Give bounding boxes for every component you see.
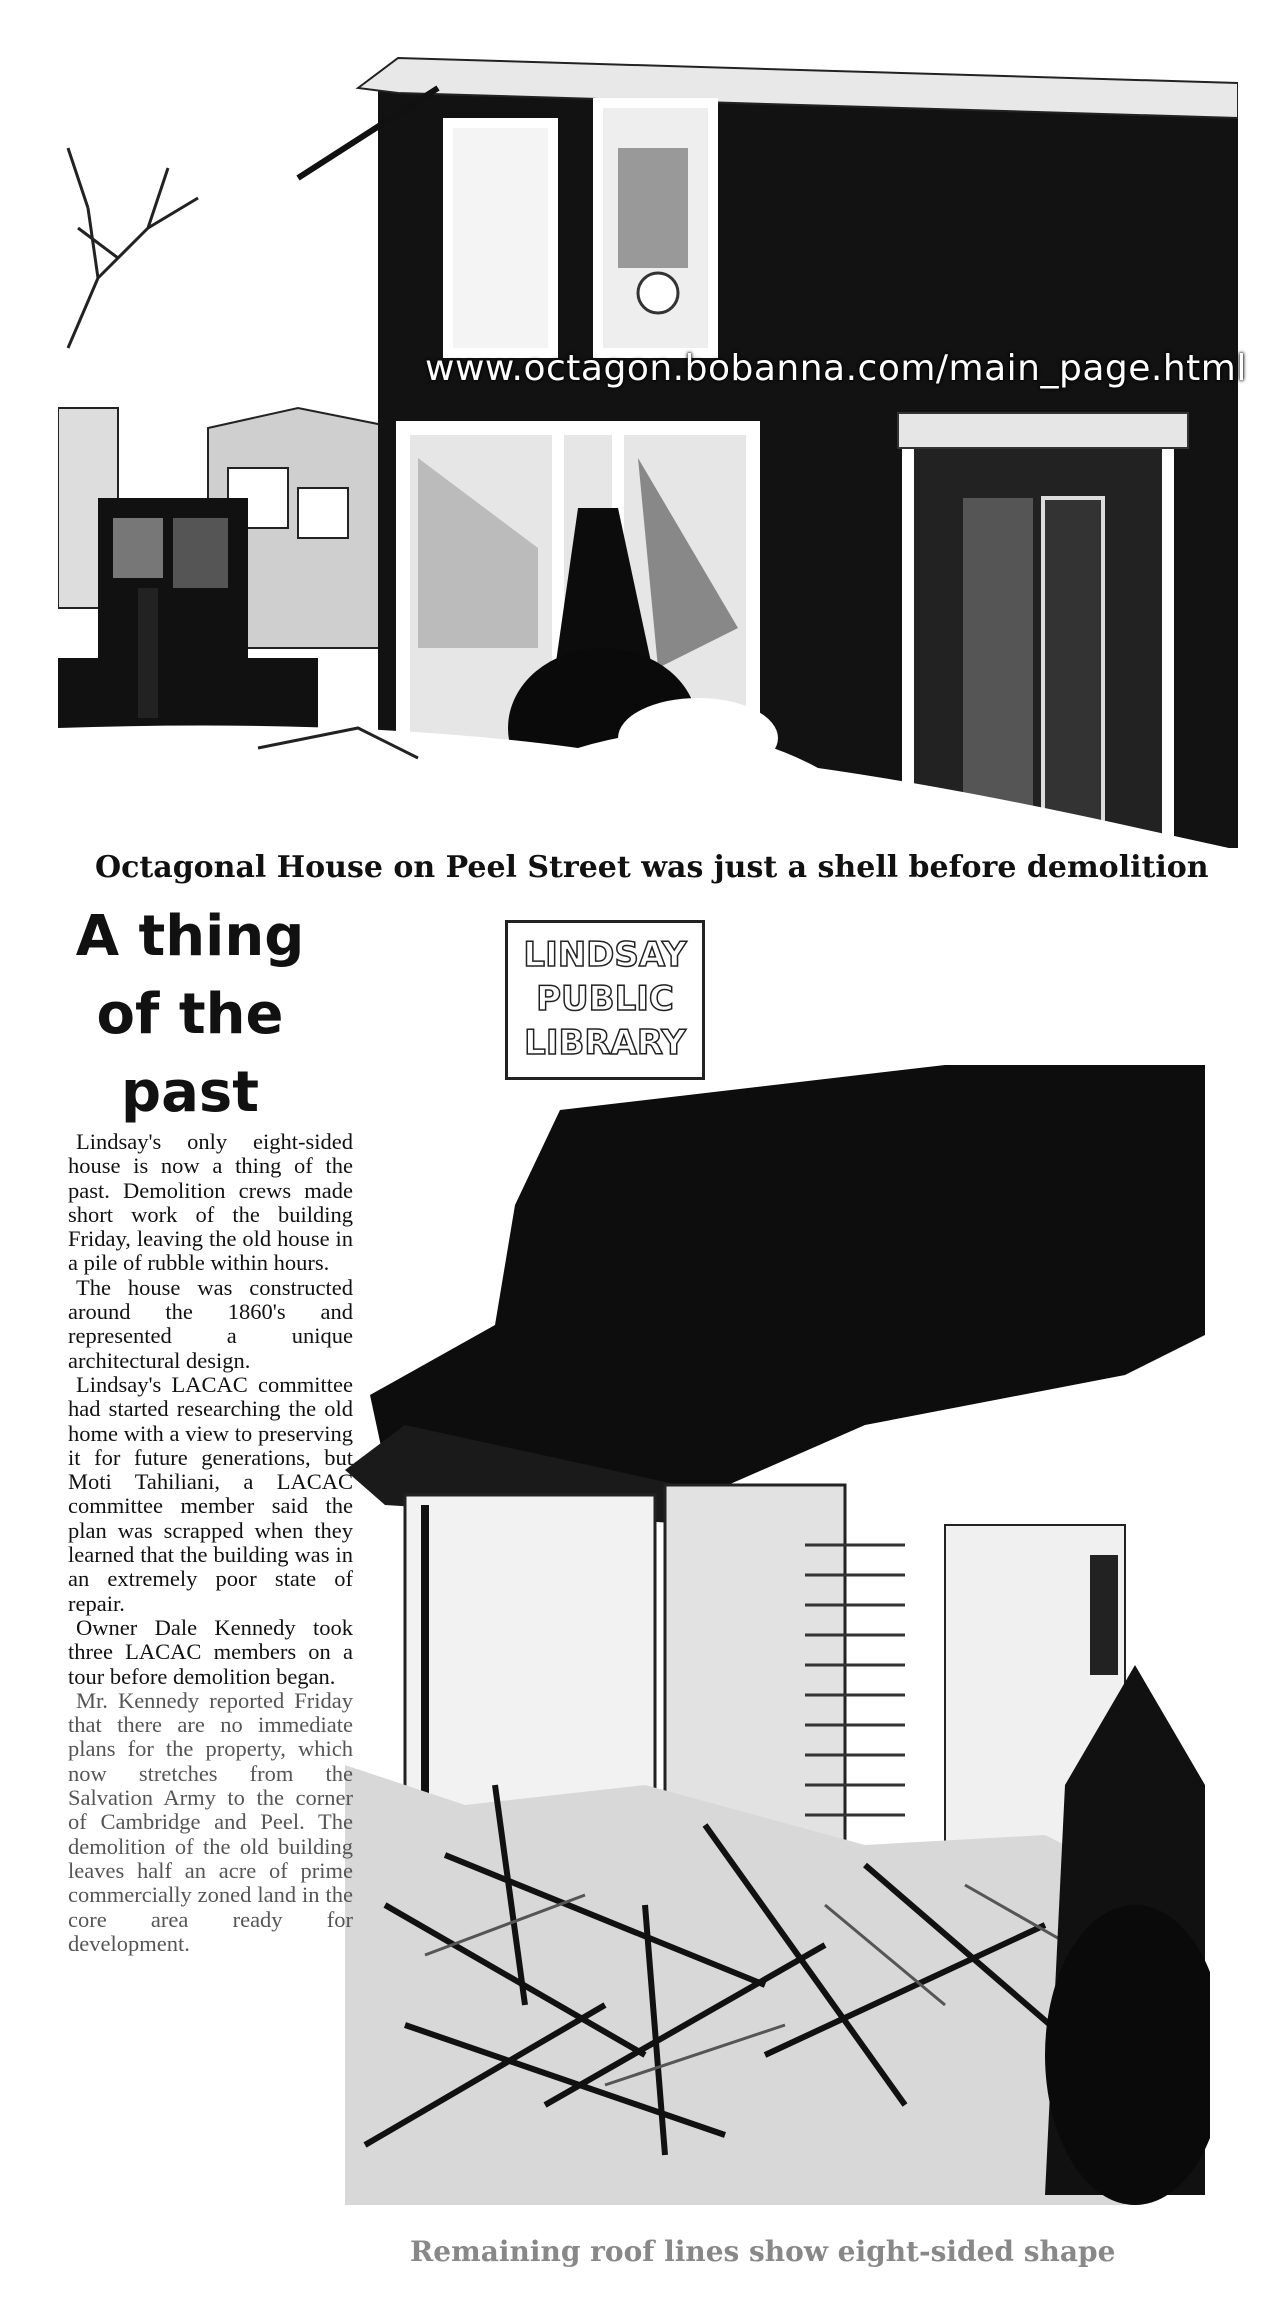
article-paragraph: Lindsay's only eight-sided house is now a thing of the past. Demolition crews made short work of the building Friday, leaving the old house in a pile of rubble within hours. (68, 1129, 353, 1276)
demolished-house-photo (345, 905, 1210, 2235)
bottom-photo-caption: Remaining roof lines show eight-sided shape (410, 2235, 1116, 2268)
octagonal-house-photo (58, 28, 1238, 850)
headline-line: of the (96, 982, 284, 1047)
sign-line: LINDSAY (523, 935, 687, 975)
article-paragraph: Owner Dale Kennedy took three LACAC members on a tour before demolition began. (68, 1614, 353, 1689)
top-photo (58, 28, 1238, 850)
top-photo-caption: Octagonal House on Peel Street was just a shell before demolition (95, 850, 1209, 885)
library-sign (505, 920, 705, 1080)
sign-line: LIBRARY (524, 1023, 686, 1063)
watermark-url: www.octagon.bobanna.com/main_page.html (425, 348, 1247, 389)
sign-line: PUBLIC (536, 979, 674, 1019)
headline-line: past (121, 1060, 259, 1125)
article-paragraph: The house was constructed around the 1860's and represented a unique architectural design. (68, 1274, 353, 1373)
headline (55, 898, 325, 1132)
article-paragraph: Lindsay's LACAC committee had started researching the old home with a view to preserving it for future generations, but Moti Tahiliani, a LACAC committee member said the plan was scrapped when they learned that the building was in an extremely poor state of repair. (68, 1371, 353, 1616)
bottom-photo (345, 905, 1210, 2235)
headline-line: A thing (75, 904, 305, 969)
article-body (68, 1130, 353, 1956)
article-paragraph: Mr. Kennedy reported Friday that there are no immediate plans for the property, which now stretches from the Salvation Army to the corner of Cambridge and Peel. The demolition of the old building leaves half an acre of prime commercially zoned land in the core area ready for development. (68, 1687, 353, 1956)
